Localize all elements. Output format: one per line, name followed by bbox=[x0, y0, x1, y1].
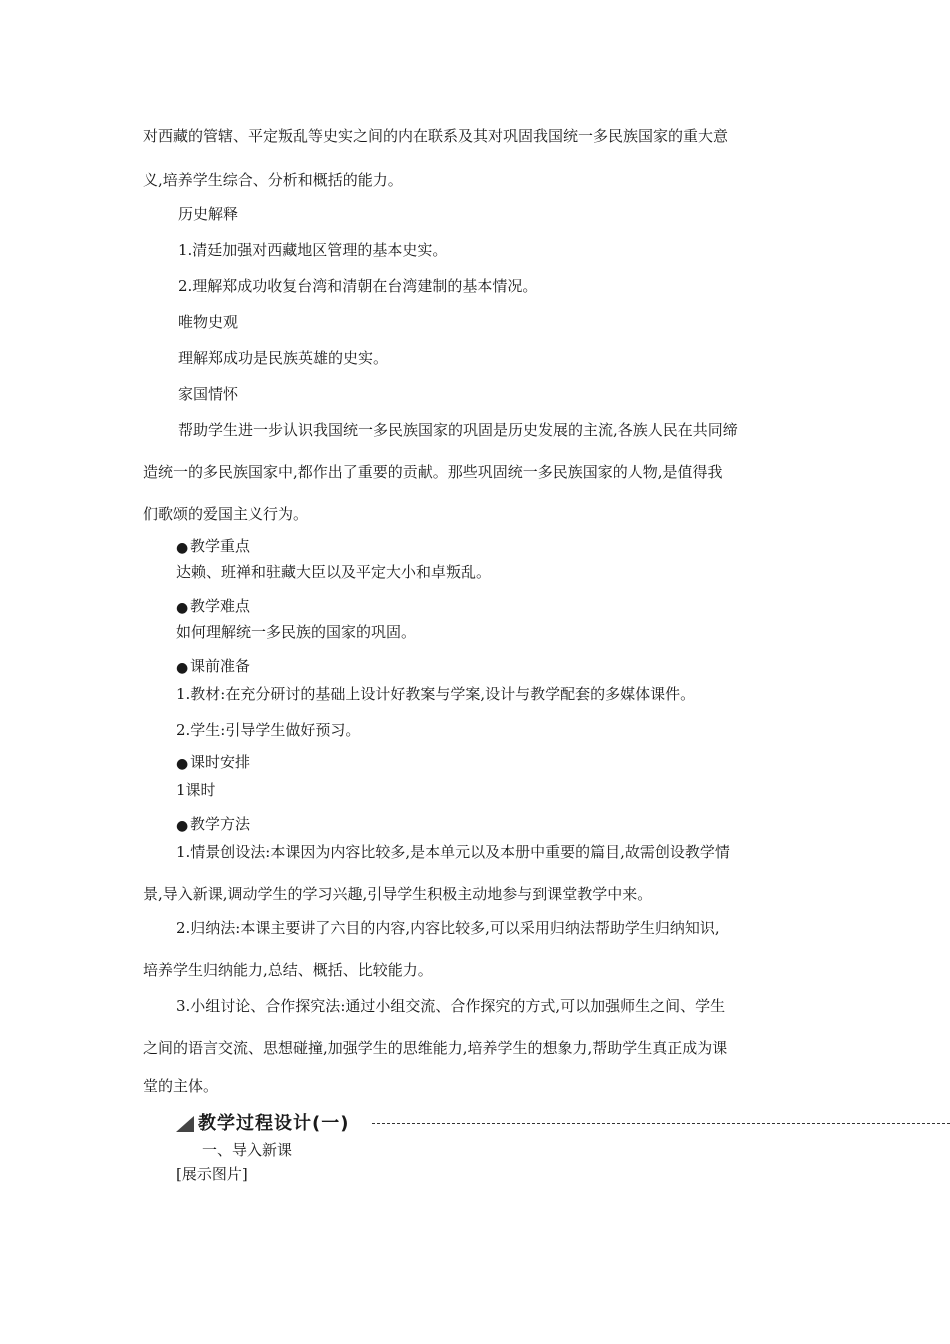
paragraph-line: 培养学生归纳能力,总结、概括、比较能力。 bbox=[143, 961, 433, 979]
list-item: 1.情景创设法:本课因为内容比较多,是本单元以及本册中重要的篇目,故需创设教学情 bbox=[176, 843, 730, 861]
paragraph-line: [展示图片] bbox=[176, 1165, 248, 1183]
paragraph-line: 帮助学生进一步认识我国统一多民族国家的巩固是历史发展的主流,各族人民在共同缔 bbox=[178, 421, 738, 439]
list-item: 1.教材:在充分研讨的基础上设计好教案与学案,设计与教学配套的多媒体课件。 bbox=[176, 685, 696, 703]
section-label-key-points: 教学重点 bbox=[190, 537, 251, 555]
section-title: 教学过程设计(一) bbox=[198, 1113, 350, 1134]
paragraph-line: 义,培养学生综合、分析和概括的能力。 bbox=[143, 171, 403, 189]
bullet-icon: ● bbox=[176, 660, 189, 676]
list-item: 2.理解郑成功收复台湾和清朝在台湾建制的基本情况。 bbox=[178, 277, 538, 295]
subheading-patriotism: 家国情怀 bbox=[178, 385, 239, 403]
list-item: 2.归纳法:本课主要讲了六目的内容,内容比较多,可以采用归纳法帮助学生归纳知识, bbox=[176, 919, 720, 937]
paragraph-line: 1课时 bbox=[176, 781, 216, 799]
section-label-schedule: 课时安排 bbox=[190, 753, 251, 771]
section-heading bbox=[176, 1112, 950, 1136]
paragraph-line: 对西藏的管辖、平定叛乱等史实之间的内在联系及其对巩固我国统一多民族国家的重大意 bbox=[143, 127, 729, 145]
bullet-icon: ● bbox=[176, 818, 189, 834]
bullet-icon: ● bbox=[176, 756, 189, 772]
section-label-difficult-points: 教学难点 bbox=[190, 597, 251, 615]
list-item: 2.学生:引导学生做好预习。 bbox=[176, 721, 361, 739]
bullet-icon: ● bbox=[176, 540, 189, 556]
paragraph-line: 理解郑成功是民族英雄的史实。 bbox=[178, 349, 389, 367]
paragraph-line: 们歌颂的爱国主义行为。 bbox=[143, 505, 309, 523]
subheading-history-interpretation: 历史解释 bbox=[178, 205, 239, 223]
paragraph-line: 之间的语言交流、思想碰撞,加强学生的思维能力,培养学生的想象力,帮助学生真正成为课 bbox=[143, 1039, 728, 1057]
paragraph-line: 如何理解统一多民族的国家的巩固。 bbox=[176, 623, 417, 641]
section-label-methods: 教学方法 bbox=[190, 815, 251, 833]
dashed-rule bbox=[372, 1123, 950, 1124]
paragraph-line: 达赖、班禅和驻藏大臣以及平定大小和卓叛乱。 bbox=[176, 563, 492, 581]
paragraph-line: 堂的主体。 bbox=[143, 1077, 219, 1095]
section-label-preparation: 课前准备 bbox=[190, 657, 251, 675]
list-item: 3.小组讨论、合作探究法:通过小组交流、合作探究的方式,可以加强师生之间、学生 bbox=[176, 997, 726, 1015]
list-item: 1.清廷加强对西藏地区管理的基本史实。 bbox=[178, 241, 448, 259]
paragraph-line: 景,导入新课,调动学生的学习兴趣,引导学生积极主动地参与到课堂教学中来。 bbox=[143, 885, 653, 903]
bullet-icon: ● bbox=[176, 600, 189, 616]
subsection-title: 一、导入新课 bbox=[202, 1141, 293, 1159]
subheading-materialism: 唯物史观 bbox=[178, 313, 239, 331]
triangle-marker-icon bbox=[176, 1116, 194, 1132]
paragraph-line: 造统一的多民族国家中,都作出了重要的贡献。那些巩固统一多民族国家的人物,是值得我 bbox=[143, 463, 723, 481]
